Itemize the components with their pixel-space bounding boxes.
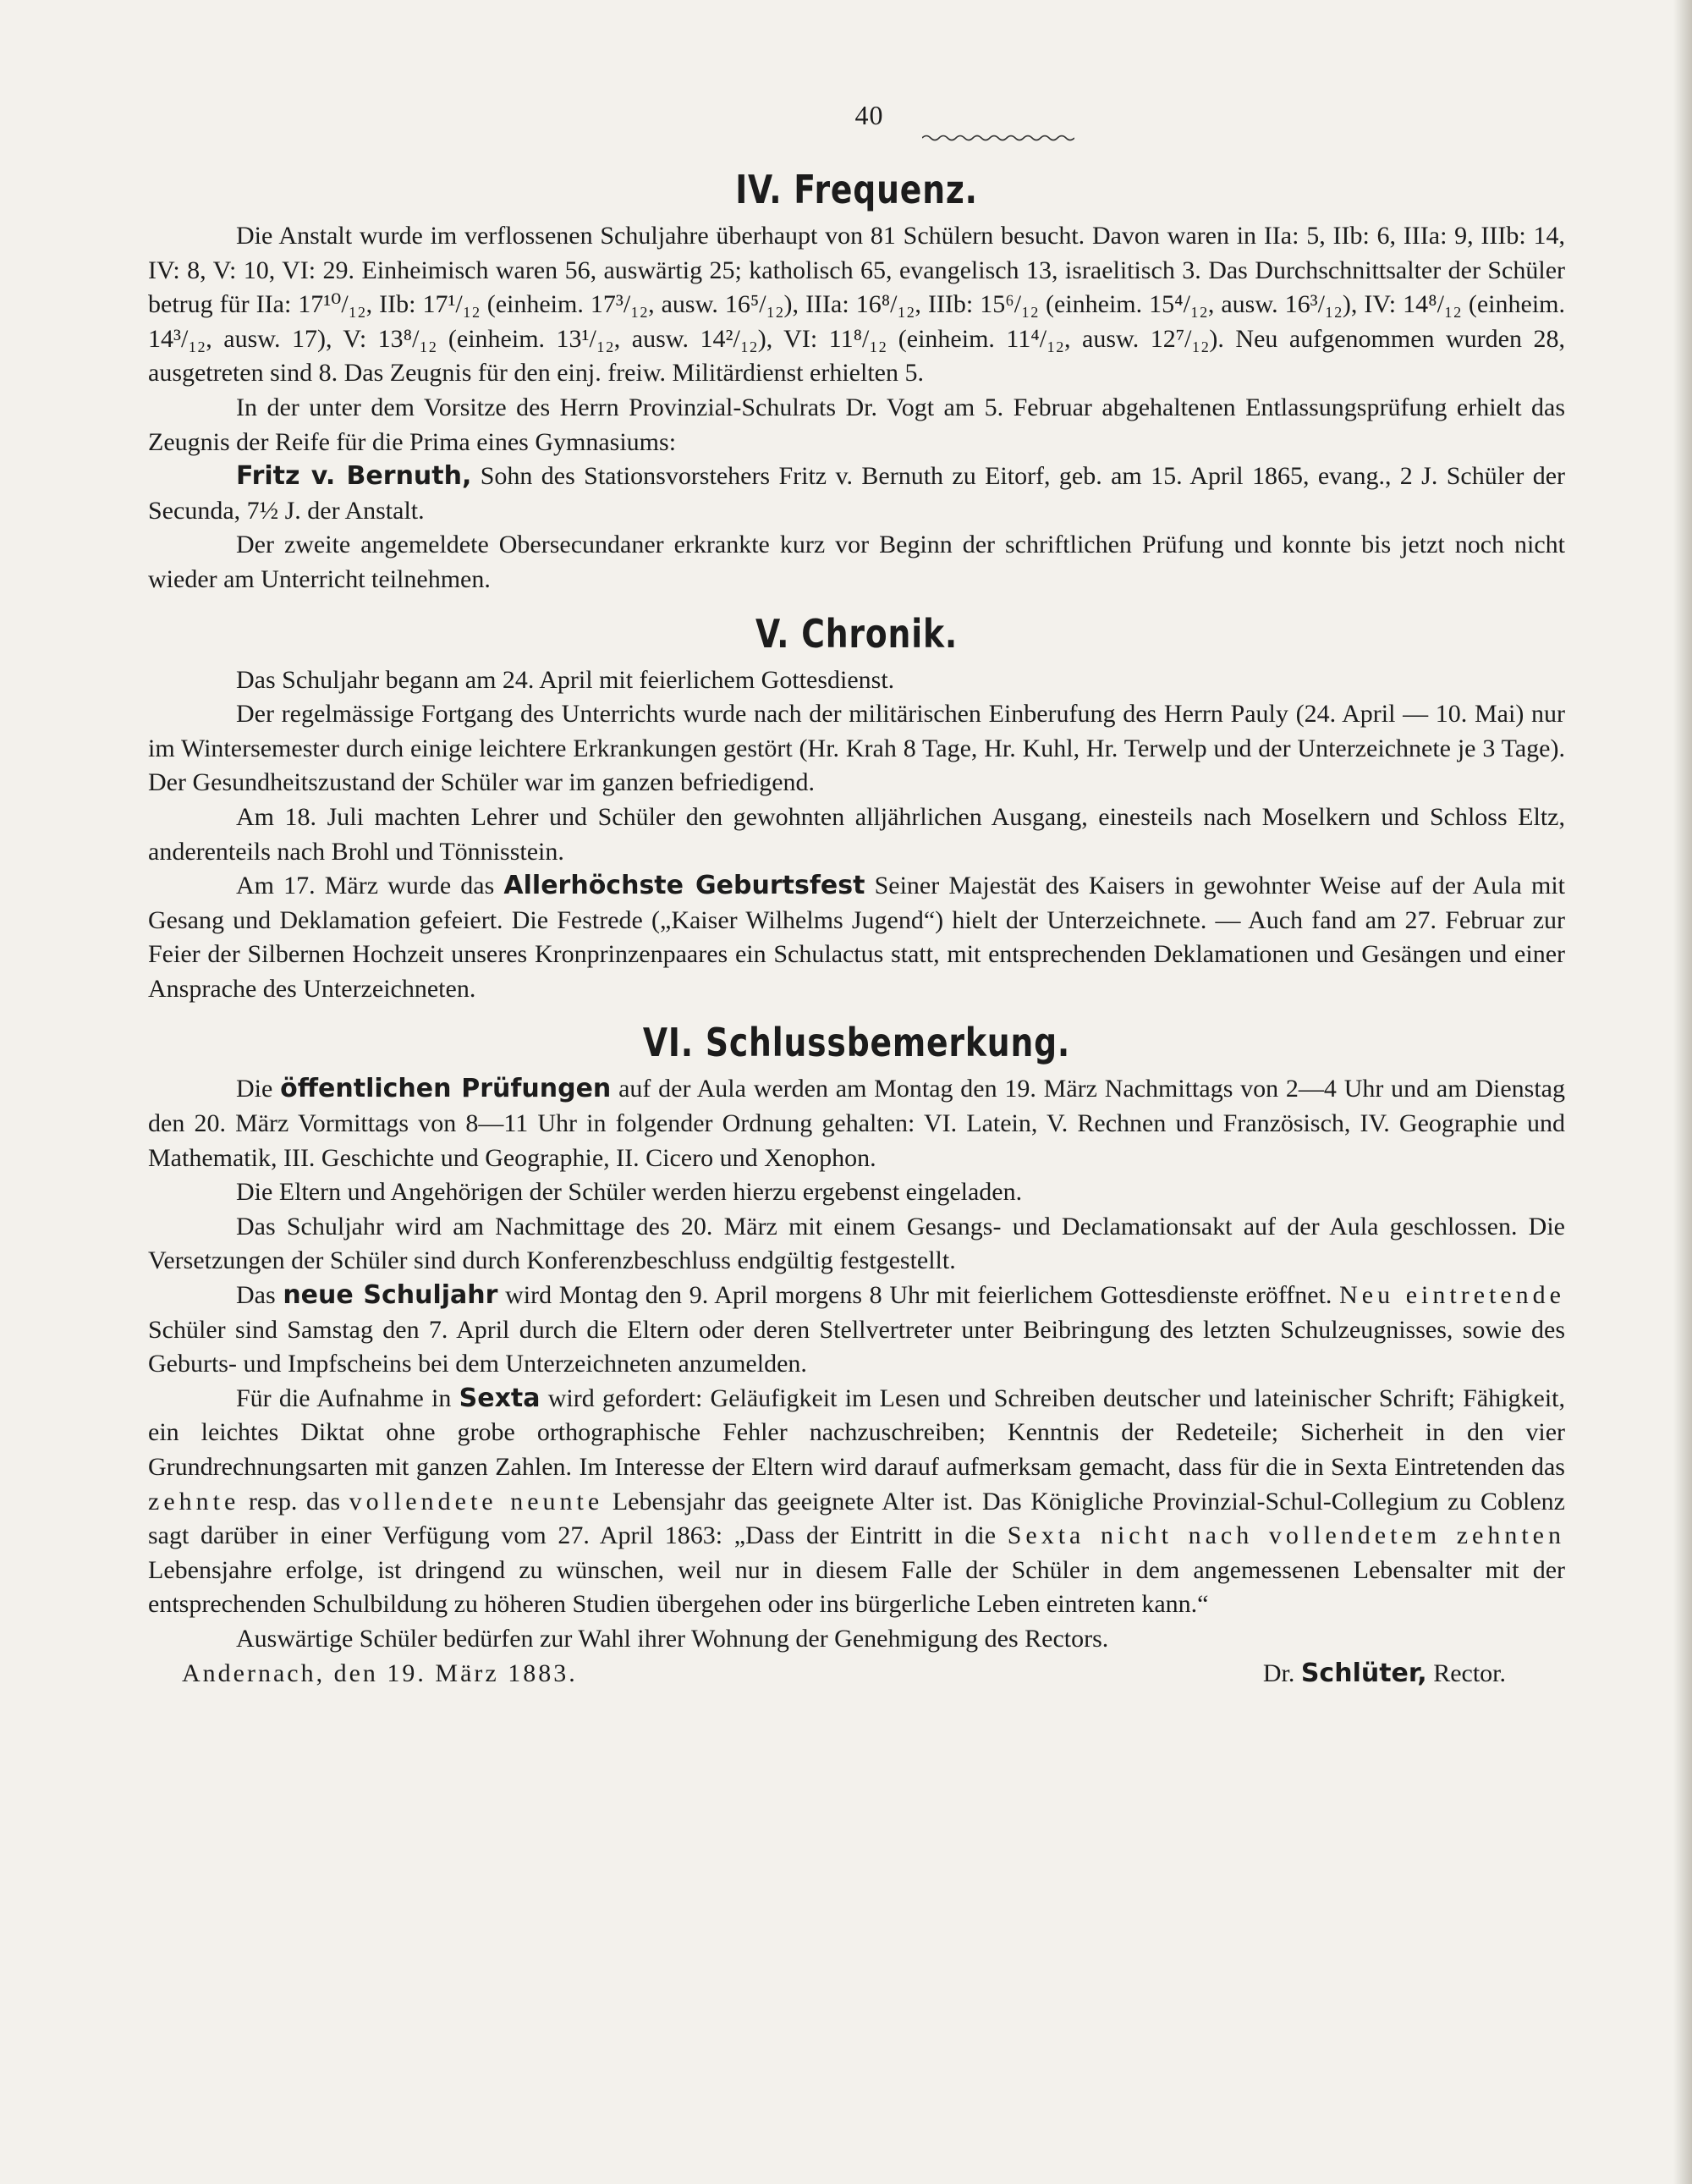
section-chronik <box>148 609 1565 1007</box>
chronik-p4-bold: Allerhöchste Geburtsfest <box>503 871 865 901</box>
schluss-p4-spaced: Neu eintretende <box>1339 1281 1565 1310</box>
place-date: Andernach, den 19. März 1883. <box>182 1659 578 1687</box>
frequenz-paragraph-4: Der zweite angemeldete Obersecundaner erkrankte kurz vor Beginn der schriftlichen Prüfung und konnte bis jetzt noch nicht wieder am Unterricht teilnehmen. <box>148 531 1565 593</box>
schluss-p1-text-b: auf der Aula werden am Montag den 19. März Nachmittags von 2—4 Uhr und am Dienstag den 20. März Vormittags von 8—11 Uhr in folgender Ordnung gehalten: VI. Latein, V. Rechnen und Französisch, IV. Geographie und Mathematik, III. Geschichte und Geographie, II. Cicero und Xenophon. <box>148 1075 1565 1172</box>
signature-name: Schlüter, <box>1300 1658 1427 1688</box>
chronik-paragraph-3: Am 18. Juli machten Lehrer und Schüler den gewohnten alljährlichen Ausgang, einesteils nach Moselkern und Schloss Eltz, anderenteils nach Brohl und Tönnisstein. <box>148 802 1565 866</box>
schluss-p5-spaced-3: Sexta nicht nach vollendetem zehnten <box>1007 1521 1565 1550</box>
schluss-paragraph-6: Auswärtige Schüler bedürfen zur Wahl ihrer Wohnung der Genehmigung des Rectors. <box>236 1624 1109 1653</box>
section-schlussbemerkung <box>148 1018 1565 1656</box>
heading-chronik: V. Chronik. <box>755 610 959 657</box>
schluss-paragraph-3: Das Schuljahr wird am Nachmittage des 20. März mit einem Gesangs- und Declamationsakt auf der Aula geschlossen. Die Versetzungen der Schüler sind durch Konferenzbeschluss endgültig festgestellt. <box>148 1212 1565 1275</box>
schluss-p5-text-d: Lebensjahr das geeignete Alter ist. Das Königliche Provinzial-Schul-Collegium zu Coblenz sagt darüber in einer Verfügung vom 27. April 1863: „Dass der Eintritt in die <box>148 1487 1565 1550</box>
schluss-paragraph-1 <box>148 1072 1565 1175</box>
chronik-paragraph-2: Der regelmässige Fortgang des Unterrichts wurde nach der militärischen Einberufung des Herrn Pauly (24. April — 10. Mai) nur im Wintersemester durch einige leichtere Erkrankungen gestört (Hr. Krah 8 Tage, Hr. Kuhl, Hr. Terwelp und der Unterzeichnete je 3 Tage). Der Gesundheitszustand der Schüler war im ganzen befriedigend. <box>148 700 1565 797</box>
graduate-name: Fritz v. Bernuth, <box>236 461 472 492</box>
schluss-p5-text-b: wird gefordert: Geläufigkeit im Lesen und Schreiben deutscher und lateinischer Schrift; Fähigkeit, ein leichtes Diktat ohne grobe orthographische Fehler nachzuschreiben; Kenntnis der Redeteile; Sicherheit in den vier Grundrechnungsarten mit ganzen Zahlen. Im Interesse der Eltern wird darauf aufmerksam gemacht, dass für die in Sexta Eintretenden das <box>148 1384 1565 1481</box>
schluss-p5-spaced-2: vollendete neunte <box>349 1487 604 1516</box>
schluss-p4-text-c: Schüler sind Samstag den 7. April durch die Eltern oder deren Stellvertreter unter Beibringung des letzten Schulzeugnisses, sowie des Geburts- und Impfscheins bei dem Unterzeichneten anzumelden. <box>148 1315 1565 1378</box>
frequenz-paragraph-3 <box>148 459 1565 528</box>
signature-suffix: Rector. <box>1426 1659 1506 1687</box>
section-frequenz <box>148 165 1565 597</box>
schluss-p4-text-a: Das <box>236 1281 283 1310</box>
schluss-paragraph-2: Die Eltern und Angehörigen der Schüler werden hierzu ergebenst eingeladen. <box>236 1178 1023 1207</box>
chronik-paragraph-4 <box>148 869 1565 1006</box>
schluss-paragraph-5 <box>148 1382 1565 1622</box>
graduate-details: Sohn des Stationsvorstehers Fritz v. Bernuth zu Eitorf, geb. am 15. April 1865, evang., 2 J. Schüler der Secunda, 7½ J. der Anstalt. <box>148 462 1565 525</box>
schluss-p4-text-b: wird Montag den 9. April morgens 8 Uhr mit feierlichem Gottesdienste eröffnet. <box>497 1281 1340 1310</box>
schluss-p5-text-c: resp. das <box>239 1487 349 1516</box>
schluss-p4-bold: neue Schuljahr <box>283 1280 498 1311</box>
chronik-p4-text-a: Am 17. März wurde das <box>236 872 504 900</box>
signature-prefix: Dr. <box>1262 1659 1301 1687</box>
schluss-p5-bold: Sexta <box>459 1383 541 1413</box>
schluss-p1-bold: öffentlichen Prüfungen <box>280 1074 612 1104</box>
schluss-paragraph-4 <box>148 1279 1565 1382</box>
page-number: 40 <box>854 100 884 130</box>
schluss-p5-text-e: Lebensjahre erfolge, ist dringend zu wünschen, weil nur in diesem Falle der Schüler in dem angemessenen Lebensalter mit der entsprechenden Schulbildung zu höheren Studien übergehen oder ins bürgerliche Leben eintreten kann.“ <box>148 1555 1565 1619</box>
schluss-p5-text-a: Für die Aufnahme in <box>236 1384 459 1412</box>
schluss-p5-spaced-1: zehnte <box>148 1487 240 1516</box>
closing-line <box>148 1657 1565 1692</box>
signature <box>1263 1657 1506 1692</box>
page-edge-shadow <box>1673 0 1692 2184</box>
heading-schlussbemerkung: VI. Schlussbemerkung. <box>642 1020 1071 1066</box>
chronik-paragraph-1: Das Schuljahr begann am 24. April mit feierlichem Gottesdienst. <box>236 665 895 694</box>
chronik-p4-text-b: Seiner Majestät des Kaisers in gewohnter Weise auf der Aula mit Gesang und Deklamation gefeiert. Die Festrede („Kaiser Wilhelms Jugend“) hielt der Unterzeichnete. — Auch fand am 27. Februar zur Feier der Silbernen Hochzeit unseres Kronprinzenpaares ein Schulactus statt, mit entsprechenden Deklamationen und Gesängen und einer Ansprache des Unterzeichneten. <box>148 872 1565 1003</box>
heading-frequenz: IV. Frequenz. <box>735 167 978 212</box>
schluss-p1-text-a: Die <box>236 1075 281 1103</box>
frequenz-paragraph-2: In der unter dem Vorsitze des Herrn Provinzial-Schulrats Dr. Vogt am 5. Februar abgehaltenen Entlassungsprüfung erhielt das Zeugnis der Reife für die Prima eines Gymnasiums: <box>148 393 1565 456</box>
frequenz-paragraph-1: Die Anstalt wurde im verflossenen Schuljahre überhaupt von 81 Schülern besucht. Davon waren in IIa: 5, IIb: 6, IIIa: 9, IIIb: 14, IV: 8, V: 10, VI: 29. Einheimisch waren 56, auswärtig 25; katholisch 65, evangelisch 13, israelitisch 3. Das Durchschnittsalter der Schüler betrug für IIa: 17¹⁰/₁₂, IIb: 17¹/₁₂ (einheim. 17³/₁₂, ausw. 16⁵/₁₂), IIIa: 16⁸/₁₂, IIIb: 15⁶/₁₂ (einheim. 15⁴/₁₂, ausw. 16³/₁₂), IV: 14⁸/₁₂ (einheim. 14³/₁₂, ausw. 17), V: 13⁸/₁₂ (einheim. 13¹/₁₂, ausw. 14²/₁₂), VI: 11⁸/₁₂ (einheim. 11⁴/₁₂, ausw. 12⁷/₁₂). Neu aufgenommen wurden 28, ausgetreten sind 8. Das Zeugnis für den einj. freiw. Militärdienst erhielten 5. <box>148 222 1565 388</box>
wavy-rule-ornament <box>922 134 1074 142</box>
